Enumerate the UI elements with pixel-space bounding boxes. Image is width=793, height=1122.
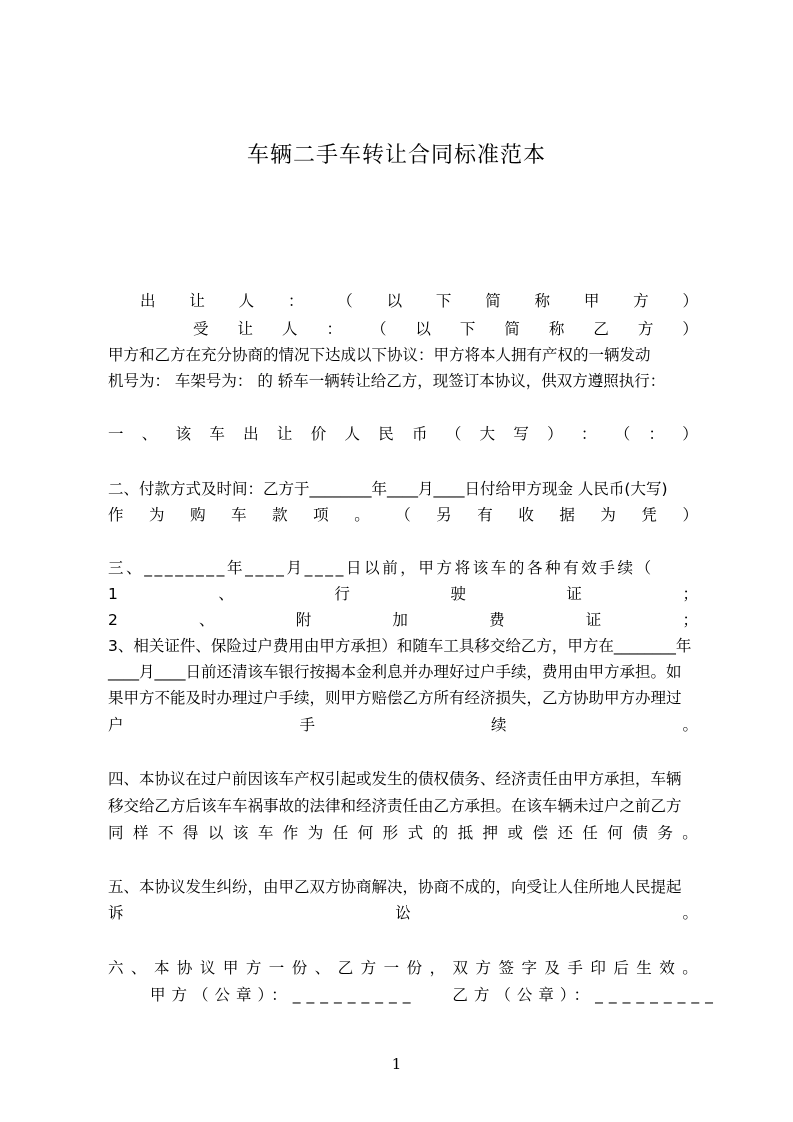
text-token: 不 xyxy=(157,824,174,842)
text-token: 让 xyxy=(276,425,293,443)
clause-3-line-3 xyxy=(108,609,698,631)
text-token: 凭 xyxy=(641,506,657,524)
text-token: 下 xyxy=(459,320,476,338)
text-token: ） xyxy=(682,425,698,443)
text-token: 车 xyxy=(231,506,247,524)
text-token: 份 xyxy=(406,959,423,977)
clause-5-line-2 xyxy=(108,902,698,924)
text-token: 另 xyxy=(436,506,452,524)
intro-line-1: 甲方和乙方在充分协商的情况下达成以下协议：甲方将本人拥有产权的一辆发动 xyxy=(108,346,651,364)
text-token: 后 xyxy=(613,959,629,977)
text-token: 简 xyxy=(485,292,501,310)
clause-3-line-2 xyxy=(108,583,698,605)
text-token: （ xyxy=(395,506,411,524)
text-token: 项 xyxy=(313,506,329,524)
transferor-line xyxy=(140,290,698,312)
document-title: 车辆二手车转让合同标准范本 xyxy=(246,143,546,168)
text-token: 让 xyxy=(237,320,253,338)
text-token: （ xyxy=(445,425,462,443)
text-token: 行 xyxy=(334,585,350,603)
clause-3-line-4: 3、相关证件、保险过户费用由甲方承担）和随车工具移交给乙方，甲方在________年 xyxy=(108,637,692,655)
text-token: 印 xyxy=(590,959,606,977)
party-a-seal-label: 甲方（公章）： xyxy=(150,986,293,1004)
text-token: ） xyxy=(682,506,698,524)
text-token: 款 xyxy=(272,506,288,524)
text-token: （ xyxy=(370,320,387,338)
clause-6-line xyxy=(108,957,698,979)
party-b-seal-blank: _________ xyxy=(595,986,719,1004)
text-token: 样 xyxy=(132,824,149,842)
text-token: （ xyxy=(614,425,631,443)
clause-1-price xyxy=(108,423,698,445)
text-token: 费 xyxy=(489,611,505,629)
text-token: 。 xyxy=(682,716,698,734)
text-token: 让 xyxy=(189,292,205,310)
clause-4-line-2: 移交给乙方后该车车祸事故的法律和经济责任由乙方承担。在该车辆未过户之前乙方 xyxy=(108,797,682,815)
text-token: 购 xyxy=(190,506,206,524)
text-token: 车 xyxy=(209,425,225,443)
text-token: 乙 xyxy=(593,320,609,338)
clause-2-line-2 xyxy=(108,504,698,526)
text-token: 驶 xyxy=(450,585,466,603)
text-token: 作 xyxy=(282,824,299,842)
text-token: ； xyxy=(682,585,698,603)
text-token: 偿 xyxy=(532,824,548,842)
text-token: 甲 xyxy=(583,292,600,310)
text-token: 何 xyxy=(357,824,374,842)
text-token: 协 xyxy=(176,959,193,977)
text-token: 出 xyxy=(140,292,156,310)
text-token: 价 xyxy=(310,425,327,443)
text-token: 一 xyxy=(108,425,124,443)
text-token: 为 xyxy=(149,506,165,524)
clause-4-line-3 xyxy=(108,822,698,844)
transferee-line xyxy=(193,318,698,340)
text-token: 户 xyxy=(108,716,124,734)
intro-line-2: 机号为： 车架号为： 的 轿车一辆转让给乙方，现签订本协议，供双方遵照执行： xyxy=(108,372,666,390)
text-token: 任 xyxy=(332,824,349,842)
text-token: 写 xyxy=(513,425,529,443)
text-token: 。 xyxy=(682,959,698,977)
text-token: 方 xyxy=(245,959,262,977)
text-token: 下 xyxy=(435,292,452,310)
text-token: 任 xyxy=(582,824,598,842)
text-token: 本 xyxy=(153,959,170,977)
text-token: 有 xyxy=(477,506,493,524)
text-token: 得 xyxy=(182,824,199,842)
text-token: 字 xyxy=(521,959,537,977)
text-token: ； xyxy=(682,611,698,629)
text-token: 方 xyxy=(360,959,377,977)
text-token: 方 xyxy=(637,320,654,338)
text-token: 六 xyxy=(108,959,124,977)
text-token: 务 xyxy=(657,824,673,842)
text-token: 民 xyxy=(378,425,394,443)
text-token: 效 xyxy=(659,959,675,977)
signature-line xyxy=(150,984,719,1006)
text-token: 诉 xyxy=(108,904,124,922)
clause-5-line-1: 五、本协议发生纠纷，由甲乙双方协商解决，协商不成的，向受让人住所地人民提起 xyxy=(108,878,682,896)
text-token: ： xyxy=(580,425,597,443)
text-token: 乙 xyxy=(337,959,354,977)
text-token: 该 xyxy=(232,824,249,842)
text-token: 。 xyxy=(682,824,698,842)
text-token: 甲 xyxy=(222,959,239,977)
text-token: 据 xyxy=(559,506,575,524)
text-token: 生 xyxy=(636,959,652,977)
text-token: ） xyxy=(682,292,698,310)
text-token: 一 xyxy=(268,959,285,977)
text-token: 受 xyxy=(193,320,209,338)
text-token: 、 xyxy=(141,425,158,443)
text-token: 作 xyxy=(108,506,124,524)
text-token: 、 xyxy=(130,959,147,977)
text-token: 续 xyxy=(490,716,507,734)
text-token: 收 xyxy=(518,506,534,524)
text-token: 称 xyxy=(534,292,551,310)
text-token: 抵 xyxy=(457,824,474,842)
clause-3-line-5: ____月____日前还清该车银行按揭本金利息并办理好过户手续，费用由甲方承担。如 xyxy=(108,663,682,681)
text-token: 签 xyxy=(498,959,514,977)
text-token: 人 xyxy=(238,292,255,310)
clause-3-line-1: 三、________年____月____日以前，甲方将该车的各种有效手续（ xyxy=(108,559,654,577)
text-token: 、 xyxy=(199,611,215,629)
text-token: 及 xyxy=(544,959,560,977)
text-token: 手 xyxy=(567,959,583,977)
text-token: 或 xyxy=(507,824,524,842)
text-token: ： xyxy=(326,320,342,338)
text-token: 证 xyxy=(566,585,582,603)
clause-3-line-7 xyxy=(108,714,698,736)
text-token: 还 xyxy=(557,824,573,842)
text-token: 方 xyxy=(633,292,649,310)
party-b-seal-label: 乙方（公章）： xyxy=(452,986,596,1004)
text-token: 为 xyxy=(600,506,616,524)
text-token: （ xyxy=(337,292,353,310)
clause-4-line-1: 四、本协议在过户前因该车产权引起或发生的债权债务、经济责任由甲方承担，车辆 xyxy=(108,770,682,788)
text-token: 讼 xyxy=(395,904,411,922)
text-token: 以 xyxy=(415,320,431,338)
text-token: 出 xyxy=(243,425,259,443)
text-token: 币 xyxy=(412,425,428,443)
text-token: 。 xyxy=(682,904,698,922)
text-token: 债 xyxy=(632,824,648,842)
text-token: 车 xyxy=(257,824,274,842)
text-token: 以 xyxy=(386,292,403,310)
text-token: ： xyxy=(648,425,665,443)
text-token: 2 xyxy=(108,611,118,629)
text-token: 1 xyxy=(108,585,118,603)
text-token: 、 xyxy=(218,585,234,603)
text-token: 人 xyxy=(281,320,298,338)
clause-2-line-1: 二、付款方式及时间：乙方于________年____月____日付给甲方现金 人民币(大写) xyxy=(108,480,668,498)
text-token: 大 xyxy=(479,425,496,443)
text-token: 形 xyxy=(382,824,399,842)
page-number: 1 xyxy=(391,1055,402,1073)
text-token: 份 xyxy=(291,959,308,977)
text-token: 的 xyxy=(432,824,449,842)
text-token: 以 xyxy=(207,824,224,842)
party-a-seal-blank: _________ xyxy=(292,986,417,1004)
text-token: 、 xyxy=(314,959,331,977)
text-token: 证 xyxy=(585,611,602,629)
text-token: 议 xyxy=(199,959,216,977)
text-token: 简 xyxy=(504,320,520,338)
text-token: 手 xyxy=(299,716,315,734)
text-token: 附 xyxy=(295,611,312,629)
text-token: ） xyxy=(682,320,698,338)
text-token: 押 xyxy=(482,824,499,842)
text-token: 称 xyxy=(548,320,565,338)
text-token: ， xyxy=(429,959,446,977)
text-token: 式 xyxy=(407,824,424,842)
text-token: 。 xyxy=(354,506,370,524)
text-token: ） xyxy=(547,425,563,443)
text-token: ： xyxy=(287,292,304,310)
text-token: 加 xyxy=(392,611,408,629)
text-token: 同 xyxy=(108,824,124,842)
text-token: 人 xyxy=(344,425,360,443)
text-token: 为 xyxy=(307,824,324,842)
text-token: 方 xyxy=(475,959,492,977)
text-token: 何 xyxy=(607,824,623,842)
text-token: 该 xyxy=(175,425,192,443)
text-token: 一 xyxy=(383,959,400,977)
clause-3-line-6: 果甲方不能及时办理过户手续，则甲方赔偿乙方所有经济损失，乙方协助甲方办理过 xyxy=(108,689,682,707)
text-token: 双 xyxy=(452,959,469,977)
